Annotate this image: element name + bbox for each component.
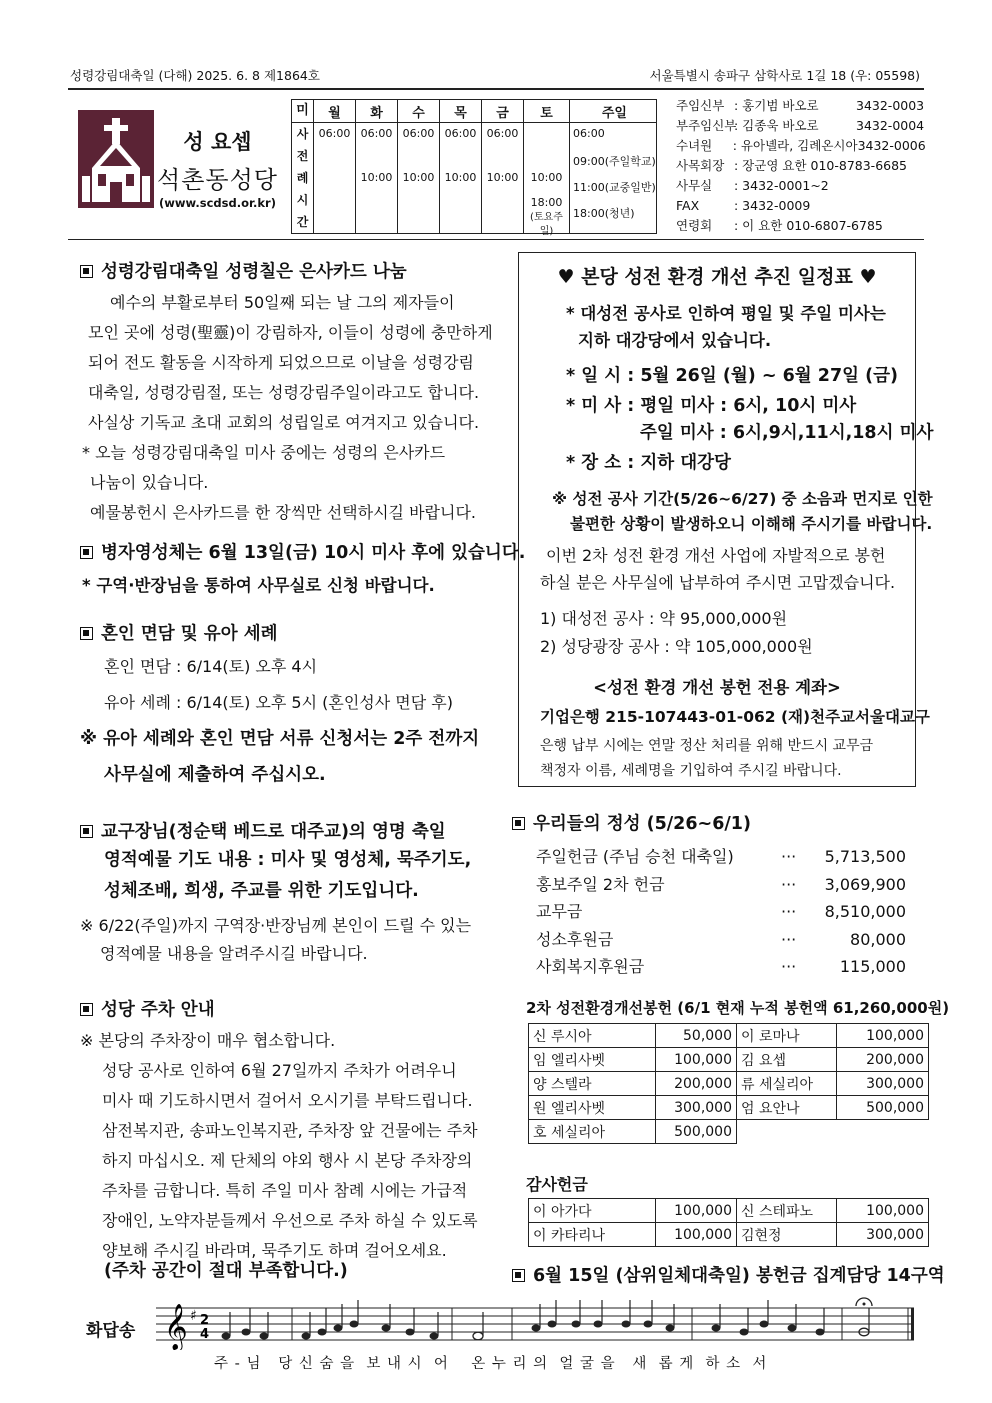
table-row: 원 엘리사벳 300,000 엄 요안나 500,000 <box>529 1096 929 1120</box>
parking-warning: (주차 공간이 절대 부족합니다.) <box>104 1261 348 1281</box>
account-note: 은행 납부 시에는 연말 정산 처리를 위해 반드시 교무금 책정자 이름, 세례명을 기입하여 주시길 바랍니다. <box>540 738 874 779</box>
mass-table-corner: 미 <box>292 100 314 123</box>
psalm-lyrics: 주 - 님 당 신 숨 을 보 내 시 어 온 누 리 의 얼 굴 을 새 롭 게 하 소 서 <box>214 1356 768 1372</box>
account-number: 기업은행 215-107443-01-062 (재)천주교서울대교구 <box>540 708 930 726</box>
table-row: 이 아가다 100,000 신 스테파노 100,000 <box>529 1199 929 1223</box>
section-parking-body: ※ 본당의 주차장이 매우 협소합니다. 성당 공사로 인하여 6월 27일까지 주차가 어려우니 미사 때 기도하시면서 걸어서 오시기를 부탁드립니다. 삼전복지관, 송파노인복지관, 주차장 앞 건물에는 주차 하지 마십시오. 제 단체의 야외 행사 시 본당 주차장의 주차를 금합니다. 특히 주일 미사 참례 시에는 가급적 장애인, 노약자분들께서 우선으로 주차 하실 수 있도록 양보해 주시길 바라며, 묵주기도 하며 걸어오세요. <box>80 1031 478 1260</box>
square-bullet-icon <box>80 627 93 640</box>
marriage-interview: 혼인 면담 : 6/14(토) 오후 4시 <box>104 657 318 676</box>
day-fri: 금 <box>482 100 524 123</box>
parish-website: (www.scdsd.or.kr) <box>159 196 276 210</box>
renovation-title: ♥ 본당 성전 환경 개선 추진 일정표 ♥ <box>557 266 877 288</box>
cost-plaza: 2) 성당광장 공사 : 약 105,000,000원 <box>540 637 813 656</box>
section-bishop-feast-title: 교구장님(정순택 베드로 대주교)의 영명 축일 <box>80 818 446 843</box>
square-bullet-icon <box>80 546 93 559</box>
mon-times: 06:00 <box>314 123 356 234</box>
tue-times: 06:00 10:00 <box>356 123 398 234</box>
section-sick-communion-title: 병자영성체는 6월 13일(금) 10시 미사 후에 있습니다. <box>80 539 525 564</box>
offering-row: 교무금 ··· 8,510,000 <box>536 902 906 921</box>
cost-sanctuary: 1) 대성전 공사 : 약 95,000,000원 <box>540 609 788 628</box>
fri-times: 06:00 10:00 <box>482 123 524 234</box>
collection-duty: 6월 15일 (삼위일체대축일) 봉헌금 집계담당 14구역 <box>512 1262 945 1287</box>
offerings-title: 우리들의 정성 (5/26~6/1) <box>512 810 751 835</box>
day-sun: 주일 <box>570 100 657 123</box>
second-fund-title: 2차 성전환경개선봉헌 (6/1 현재 누적 봉헌액 61,260,000원) <box>526 999 950 1017</box>
renovation-warning: ※ 성전 공사 기간(5/26~6/27) 중 소음과 먼지로 인한 <box>552 490 933 508</box>
offering-row: 사회복지후원금 ··· 115,000 <box>536 957 906 976</box>
bulletin-date-issue: 성령강림대축일 (다해) 2025. 6. 8 제1864호 <box>70 68 320 83</box>
offering-row: 성소후원금 ··· 80,000 <box>536 930 906 949</box>
table-row: 양 스텔라 200,000 류 세실리아 300,000 <box>529 1072 929 1096</box>
contact-funeral: 연령회 : 이 요한 010-6807-6785 <box>676 218 883 233</box>
contact-pastor: 주임신부 : 홍기범 바오로 3432-0003 <box>676 98 925 113</box>
sick-communion-note: * 구역·반장님을 통하여 사무실로 신청 바랍니다. <box>82 576 435 595</box>
sun-times: 06:00 09:00(주일학교) 11:00(교중일반) 18:00(청년) <box>570 123 657 234</box>
section-parking-title: 성당 주차 안내 <box>80 996 215 1021</box>
square-bullet-icon <box>512 1269 525 1282</box>
renovation-appeal: 이번 2차 성전 환경 개선 사업에 자발적으로 봉헌 <box>546 546 886 565</box>
contact-fax: FAX : 3432-0009 <box>676 198 811 213</box>
contact-convent: 수녀원 : 유아녤라, 김례온시아 3432-0006 <box>676 138 926 153</box>
table-row: 신 루시아 50,000 이 로마나 100,000 <box>529 1024 929 1048</box>
day-thu: 목 <box>440 100 482 123</box>
table-row: 임 엘리사벳 100,000 김 요셉 200,000 <box>529 1048 929 1072</box>
square-bullet-icon <box>512 817 525 830</box>
contact-assistant: 부주임신부 : 김종욱 바오로 3432-0004 <box>676 118 925 133</box>
table-row: 이 카타리나 100,000 김현정 300,000 <box>529 1223 929 1247</box>
renovation-mass-weekday: * 미 사 : 평일 미사 : 6시, 10시 미사 <box>566 396 857 416</box>
contact-list <box>676 96 928 236</box>
renovation-date: * 일 시 : 5월 26일 (월) ~ 6월 27일 (금) <box>566 366 899 386</box>
top-divider <box>68 239 924 240</box>
parish-name-full: 석촌동성당 <box>157 166 278 194</box>
account-title: <성전 환경 개선 봉헌 전용 계좌> <box>593 678 841 697</box>
parish-logo <box>78 110 154 208</box>
svg-text:4: 4 <box>200 1327 210 1342</box>
wed-times: 06:00 10:00 <box>398 123 440 234</box>
renovation-warning-2: 불편한 상황이 발생하오니 이해해 주시기를 바랍니다. <box>570 515 933 533</box>
svg-text:𝄞: 𝄞 <box>164 1304 188 1350</box>
section-marriage-baptism-title: 혼인 면담 및 유아 세례 <box>80 620 278 645</box>
square-bullet-icon <box>80 825 93 838</box>
church-icon <box>78 110 154 208</box>
baptism-deadline-note: ※ 유아 세례와 혼인 면담 서류 신청서는 2주 전까지 <box>80 729 480 749</box>
table-row: 호 세실리아 500,000 <box>529 1120 929 1144</box>
day-mon: 월 <box>314 100 356 123</box>
square-bullet-icon <box>80 265 93 278</box>
offering-row: 주일헌금 (주님 승천 대축일) ··· 5,713,500 <box>536 847 906 866</box>
renovation-place: * 장 소 : 지하 대강당 <box>566 453 731 473</box>
thanks-table <box>528 1198 929 1247</box>
renovation-appeal-2: 하실 분은 사무실에 납부하여 주시면 고맙겠습니다. <box>540 573 896 592</box>
spiritual-gift-content: 영적예물 기도 내용 : 미사 및 영성체, 묵주기도, <box>104 850 472 870</box>
spiritual-gift-content-2: 성체조배, 희생, 주교를 위한 기도입니다. <box>104 881 419 901</box>
day-tue: 화 <box>356 100 398 123</box>
svg-text:♯: ♯ <box>190 1308 197 1324</box>
renovation-notice: * 대성전 공사로 인하여 평일 및 주일 미사는 <box>566 304 886 323</box>
parish-name: 성 요셉 <box>183 130 252 154</box>
mass-schedule-table <box>291 99 657 237</box>
section-pentecost-title: 성령강림대축일 성령칠은 은사카드 나눔 <box>80 258 407 283</box>
thu-times: 06:00 10:00 <box>440 123 482 234</box>
spiritual-gift-note: ※ 6/22(주일)까지 구역장·반장님께 본인이 드릴 수 있는 <box>80 916 472 935</box>
day-wed: 수 <box>398 100 440 123</box>
parish-address: 서울특별시 송파구 삼학사로 1길 18 (우: 05598) <box>649 68 920 83</box>
svg-text:2: 2 <box>200 1313 210 1328</box>
contact-council: 사목회장 : 장군영 요한 010-8783-6685 <box>676 158 908 173</box>
header-divider <box>68 88 924 90</box>
spiritual-gift-note-2: 영적예물 내용을 알려주시길 바랍니다. <box>100 944 368 963</box>
renovation-mass-sunday: 주일 미사 : 6시,9시,11시,18시 미사 <box>640 423 934 443</box>
offering-row: 홍보주일 2차 헌금 ··· 3,069,900 <box>536 875 906 894</box>
contact-office: 사무실 : 3432-0001~2 <box>676 178 829 193</box>
section-pentecost-body: 예수의 부활로부터 50일째 되는 날 그의 제자들이 모인 곳에 성령(聖靈)이 강림하자, 이들이 성령에 충만하게 되어 전도 활동을 시작하게 되었으므로 이날을 성령강림 대축일, 성령강림절, 또는 성령강림주일이라고도 합니다. 사실상 기독교 초대 교회의 성립일로 여겨지고 있습니다. * 오늘 성령강림대축일 미사 중에는 성령의 은사카드 나눔이 있습니다. 예물봉헌시 은사카드를 한 장씩만 선택하시길 바랍니다. <box>82 293 493 522</box>
psalm-staff <box>156 1294 922 1350</box>
infant-baptism: 유아 세례 : 6/14(토) 오후 5시 (혼인성사 면담 후) <box>104 693 453 712</box>
renovation-notice-2: 지하 대강당에서 있습니다. <box>578 331 772 350</box>
sat-times: 10:00 18:00 (토요주일) <box>524 123 570 234</box>
second-fund-table <box>528 1023 929 1144</box>
mass-side-label: 사 전 례 시 간 <box>292 123 314 234</box>
thanks-title: 감사헌금 <box>526 1175 588 1194</box>
psalm-label: 화답송 <box>86 1321 136 1341</box>
day-sat: 토 <box>524 100 570 123</box>
square-bullet-icon <box>80 1003 93 1016</box>
baptism-deadline-note-2: 사무실에 제출하여 주십시오. <box>104 765 326 785</box>
